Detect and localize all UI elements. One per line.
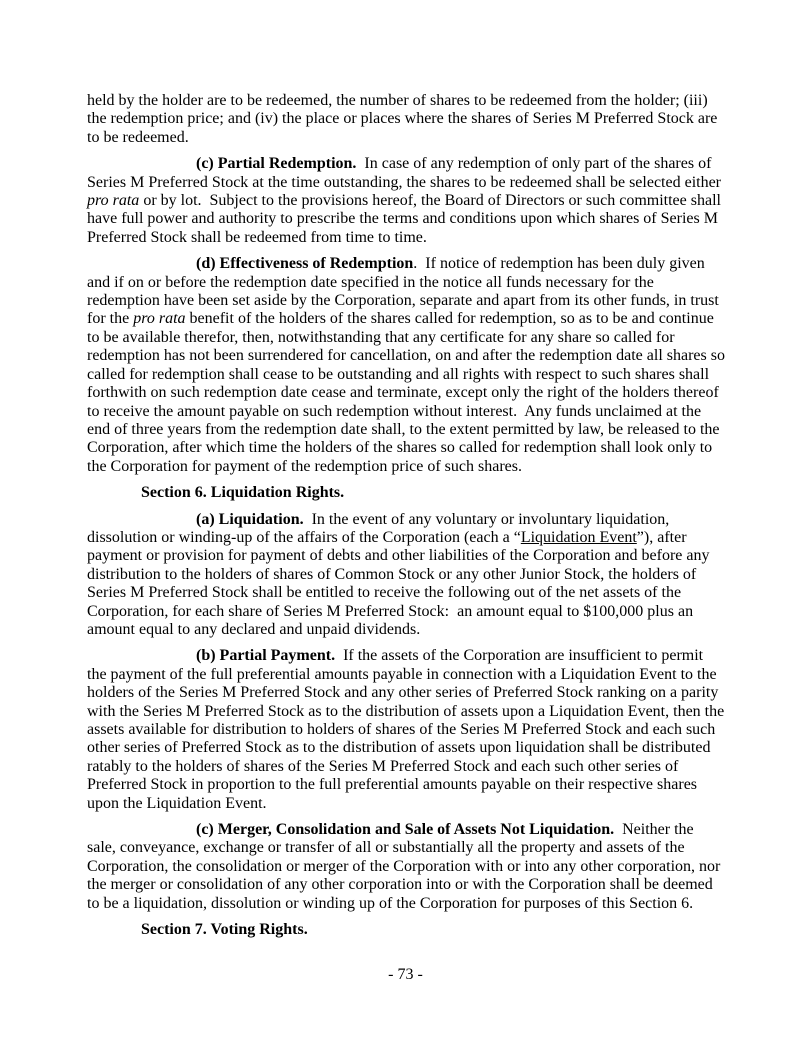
heading-section-6 bbox=[87, 484, 726, 502]
clause-label-bold: (b) Partial Payment. bbox=[196, 647, 336, 665]
text-run: . If notice of redemption has been duly given and if on or before the redemption date specified in the notice all funds necessary for the redemption have been set aside by the Corporation, separate and apart from its other funds, in trust for the bbox=[87, 255, 723, 328]
text-run-underline-liquidation-event: Liquidation Event bbox=[520, 528, 637, 546]
text-run: ”), after payment or provision for payment of debts and other liabilities of the Corporation and before any distribution to the holders of shares of Common Stock or any other Junior Stock, the holders of Series M Preferred Stock shall be entitled to receive the following out of the net assets of the Corporation, for each share of Series M Preferred Stock: an amount equal to $100,000 plus an amount equal to any declared and unpaid dividends. bbox=[87, 528, 714, 638]
text-run: In the event of any voluntary or involuntary liquidation, dissolution or winding-up of the affairs of the Corporation (each a “ bbox=[87, 510, 674, 546]
text-run-italic-pro-rata: pro rata bbox=[87, 192, 140, 210]
text-run: In case of any redemption of only part of the shares of Series M Preferred Stock at the time outstanding, the shares to be redeemed shall be selected either bbox=[87, 155, 726, 191]
text-run: held by the holder are to be redeemed, the number of shares to be redeemed from the holder; (iii) the redemption price; and (iv) the place or places where the shares of Series M Preferred Stock are to be redeemed. bbox=[87, 92, 722, 146]
paragraph-partial-redemption bbox=[87, 155, 726, 247]
text-run: benefit of the holders of the shares called for redemption, so as to be and continue to be available therefor, then, notwithstanding that any certificate for any share so called for redemption has not been surrendered for cancellation, on and after the redemption date all shares so called for redemption shall cease to be outstanding and all rights with respect to such shares shall forthwith on such redemption date cease and terminate, except only the right of the holders thereof to receive the amount payable on such redemption without interest. Any funds unclaimed at the end of three years from the redemption date shall, to the extent permitted by law, be released to the Corporation, after which time the holders of the shares so called for redemption shall look only to the Corporation for payment of the redemption price of such shares. bbox=[87, 310, 729, 475]
paragraph-liquidation bbox=[87, 511, 726, 640]
clause-label-bold: (d) Effectiveness of Redemption bbox=[196, 255, 414, 273]
paragraph-redemption-notice-continuation bbox=[87, 92, 726, 147]
text-run-italic-pro-rata: pro rata bbox=[133, 310, 186, 328]
text-run: If the assets of the Corporation are insufficient to permit the payment of the full preferential amounts payable in connection with a Liquidation Event to the holders of the Series M Preferred Stock and any other series of Preferred Stock ranking on a parity with the Series M Preferred Stock as to the distribution of assets upon a Liquidation Event, then the assets available for distribution to holders of shares of the Series M Preferred Stock and each such other series of Preferred Stock as to the distribution of assets upon liquidation shall be distributed ratably to the holders of shares of the Series M Preferred Stock and each such other series of Preferred Stock in proportion to the full preferential amounts payable on their respective shares upon the Liquidation Event. bbox=[87, 647, 729, 812]
paragraph-effectiveness-of-redemption bbox=[87, 255, 729, 476]
paragraph-partial-payment bbox=[87, 647, 729, 813]
clause-label-bold: (c) Partial Redemption. bbox=[196, 155, 357, 173]
section-heading-text: Section 6. Liquidation Rights. bbox=[141, 484, 345, 502]
page-footer bbox=[0, 966, 811, 984]
clause-label-bold: (a) Liquidation. bbox=[196, 510, 304, 528]
clause-label-bold: (c) Merger, Consolidation and Sale of Assets Not Liquidation. bbox=[196, 821, 615, 839]
section-heading-text: Section 7. Voting Rights. bbox=[141, 921, 308, 939]
text-run: Neither the sale, conveyance, exchange or transfer of all or substantially all the property and assets of the Corporation, the consolidation or merger of the Corporation with or into any other corporation, nor the merger or consolidation of any other corporation into or with the Corporation shall be deemed to be a liquidation, dissolution or winding up of the Corporation for purposes of this Section 6. bbox=[87, 821, 725, 912]
document-content bbox=[87, 92, 729, 947]
text-run: or by lot. Subject to the provisions hereof, the Board of Directors or such committee shall have full power and authority to prescribe the terms and conditions upon which shares of Series M Preferred Stock shall be redeemed from time to time. bbox=[87, 192, 725, 246]
paragraph-merger-consolidation bbox=[87, 821, 726, 913]
page-number: - 73 - bbox=[388, 966, 423, 983]
heading-section-7 bbox=[87, 921, 726, 939]
